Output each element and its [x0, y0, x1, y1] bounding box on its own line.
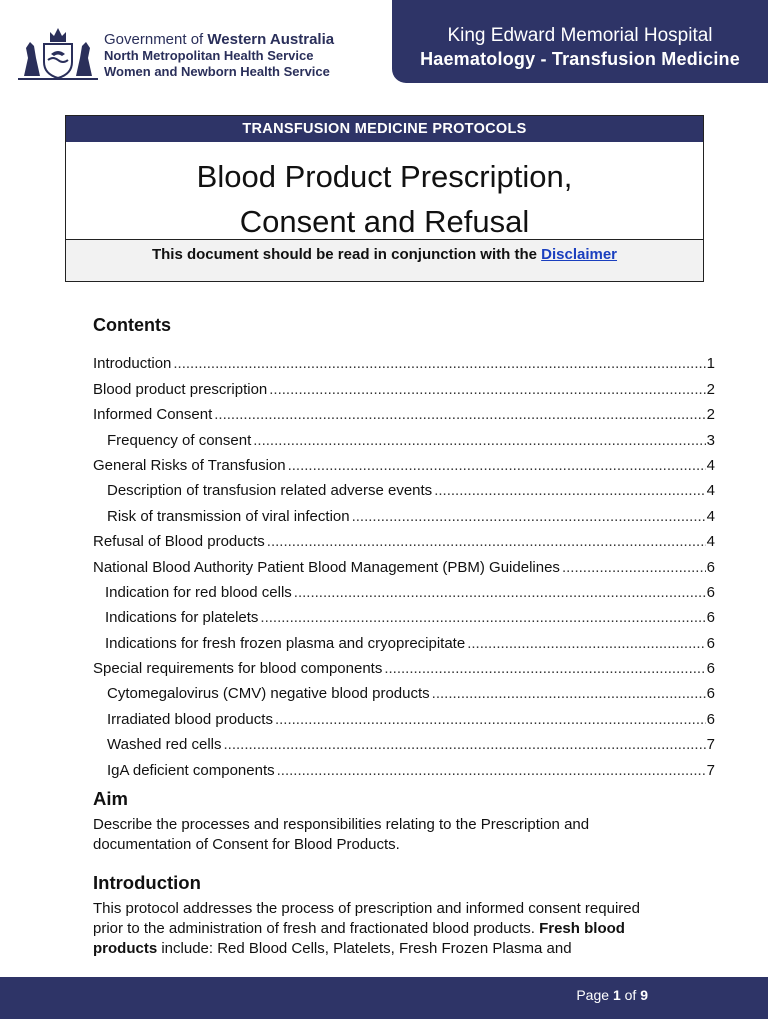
toc-entry-page: 2 — [706, 380, 715, 398]
toc-entry-page: 1 — [706, 355, 715, 373]
toc-entry[interactable] — [93, 702, 715, 727]
toc-leader-dots — [253, 432, 705, 449]
disclaimer-notice — [66, 240, 703, 281]
toc-entry[interactable] — [93, 677, 715, 702]
toc-leader-dots — [432, 685, 706, 702]
toc-entry[interactable] — [93, 499, 715, 524]
aim-heading: Aim — [93, 788, 128, 809]
toc-entry-page: 6 — [706, 583, 715, 601]
toc-leader-dots — [352, 508, 706, 525]
toc-leader-dots — [277, 762, 706, 779]
title-line-2: Consent and Refusal — [239, 204, 530, 239]
toc-entry-title: Indication for red blood cells — [105, 583, 292, 601]
toc-entry-title: Refusal of Blood products — [93, 533, 265, 551]
toc-entry-page: 4 — [706, 456, 715, 474]
toc-entry[interactable] — [93, 372, 715, 397]
disclaimer-text: This document should be read in conjunction with the — [151, 246, 537, 263]
toc-leader-dots — [275, 711, 706, 728]
toc-entry-page: 4 — [706, 482, 715, 500]
toc-entry-page: 3 — [706, 431, 715, 449]
health-service-name: North Metropolitan Health Service — [104, 48, 314, 63]
disclaimer-link[interactable]: Disclaimer — [541, 246, 618, 263]
toc-entry-title: Description of transfusion related adverse events — [107, 482, 433, 500]
toc-entry-page: 6 — [706, 609, 715, 627]
toc-entry-title: Blood product prescription — [93, 380, 268, 398]
toc-entry-page: 7 — [706, 761, 715, 779]
page-footer — [0, 977, 768, 1019]
toc-entry[interactable] — [93, 728, 715, 753]
toc-entry[interactable] — [93, 601, 715, 626]
toc-entry-page: 4 — [706, 507, 715, 525]
page-label: Page — [576, 987, 610, 1003]
table-of-contents — [93, 347, 715, 779]
page-number: 1 — [612, 987, 621, 1003]
toc-entry[interactable] — [93, 423, 715, 448]
toc-entry-page: 6 — [706, 634, 715, 652]
toc-leader-dots — [269, 381, 705, 398]
toc-entry-title: General Risks of Transfusion — [93, 456, 286, 474]
toc-entry-title: IgA deficient components — [107, 761, 275, 779]
intro-text-end: include: Red Blood Cells, Platelets, Fresh Frozen Plasma and — [161, 940, 572, 957]
introduction-heading: Introduction — [93, 872, 201, 893]
aim-body: Describe the processes and responsibilities relating to the Prescription and documentation of Consent for Blood Products. — [93, 816, 590, 853]
coat-of-arms-icon — [18, 24, 98, 82]
toc-entry[interactable] — [93, 550, 715, 575]
toc-leader-dots — [173, 355, 705, 372]
toc-entry-title: National Blood Authority Patient Blood Management (PBM) Guidelines — [93, 558, 560, 576]
document-title — [66, 142, 703, 240]
toc-entry-page: 6 — [706, 710, 715, 728]
toc-entry-title: Introduction — [93, 355, 172, 373]
toc-entry[interactable] — [93, 347, 715, 372]
toc-leader-dots — [267, 533, 706, 550]
toc-entry-page: 7 — [706, 736, 715, 754]
toc-entry-title: Indications for platelets — [105, 609, 259, 627]
toc-entry-page: 6 — [706, 558, 715, 576]
page-total: 9 — [640, 987, 648, 1003]
toc-entry-page: 6 — [706, 660, 715, 678]
toc-entry-title: Cytomegalovirus (CMV) negative blood products — [107, 685, 430, 703]
intro-text-start: This protocol addresses the process of prescription and informed consent required prior to the administration of fresh and fractionated blood products. — [93, 900, 640, 937]
toc-entry[interactable] — [93, 753, 715, 778]
toc-entry-title: Frequency of consent — [107, 431, 252, 449]
toc-leader-dots — [224, 736, 706, 753]
toc-entry-page: 2 — [706, 406, 715, 424]
toc-entry[interactable] — [93, 652, 715, 677]
gov-state: Western Australia — [207, 31, 335, 48]
toc-entry[interactable] — [93, 398, 715, 423]
intro-text-bold: Fresh blood products — [93, 920, 625, 957]
toc-leader-dots — [260, 609, 705, 626]
toc-entry-title: Irradiated blood products — [107, 710, 273, 728]
toc-entry[interactable] — [93, 626, 715, 651]
title-line-1: Blood Product Prescription, — [196, 159, 573, 194]
contents-heading: Contents — [93, 315, 171, 335]
toc-leader-dots — [288, 457, 706, 474]
government-logo — [18, 24, 358, 86]
toc-entry[interactable] — [93, 449, 715, 474]
department-name: Haematology - Transfusion Medicine — [420, 49, 740, 69]
hospital-header — [392, 0, 768, 83]
toc-entry-title: Indications for fresh frozen plasma and cryoprecipitate — [105, 634, 466, 652]
toc-leader-dots — [294, 584, 706, 601]
toc-entry-title: Washed red cells — [107, 736, 222, 754]
toc-entry-page: 4 — [706, 533, 715, 551]
page-indicator — [576, 987, 648, 1003]
toc-leader-dots — [467, 635, 705, 652]
document-title-box — [65, 115, 704, 282]
toc-leader-dots — [434, 482, 705, 499]
toc-leader-dots — [214, 406, 705, 423]
hospital-name: King Edward Memorial Hospital — [447, 25, 713, 46]
introduction-body — [93, 899, 665, 959]
sub-service-name: Women and Newborn Health Service — [104, 64, 330, 79]
gov-prefix: Government of — [104, 31, 204, 48]
toc-entry-title: Informed Consent — [93, 406, 213, 424]
toc-entry-title: Special requirements for blood components — [93, 660, 383, 678]
toc-leader-dots — [384, 660, 705, 677]
toc-leader-dots — [562, 559, 706, 576]
toc-entry-title: Risk of transmission of viral infection — [107, 507, 350, 525]
toc-entry-page: 6 — [706, 685, 715, 703]
toc-entry[interactable] — [93, 576, 715, 601]
of-label: of — [624, 987, 637, 1003]
protocol-band: TRANSFUSION MEDICINE PROTOCOLS — [66, 116, 703, 142]
toc-entry[interactable] — [93, 525, 715, 550]
toc-entry[interactable] — [93, 474, 715, 499]
